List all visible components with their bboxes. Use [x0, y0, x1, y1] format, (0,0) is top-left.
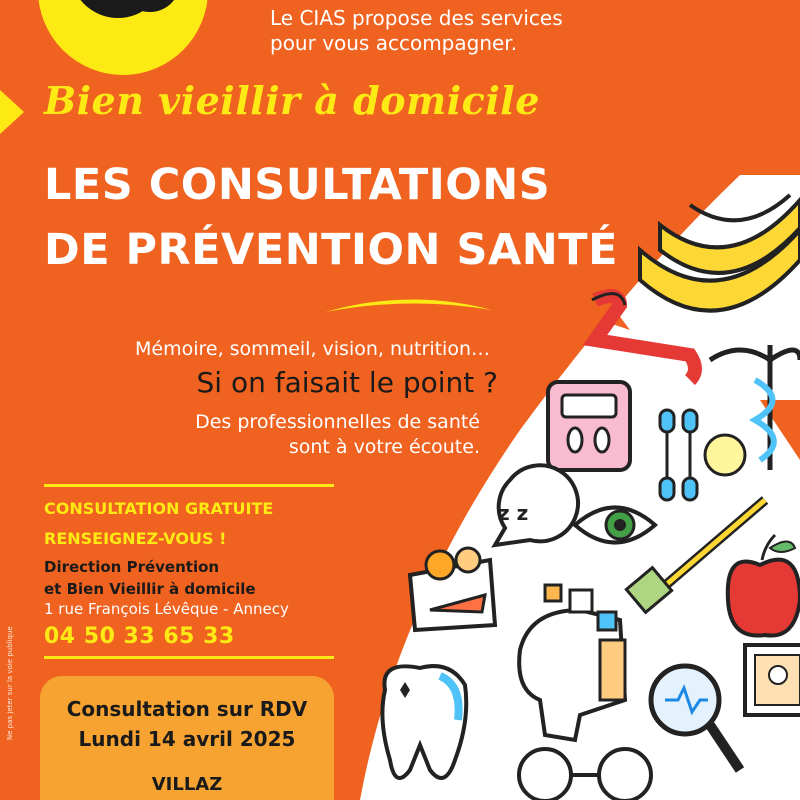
appointment-date: Lundi 14 avril 2025 — [78, 727, 296, 751]
direction-line-2: et Bien Vieillir à domicile — [44, 580, 256, 598]
professionals-line-2: sont à votre écoute. — [288, 436, 480, 458]
vegetable-basket-icon — [410, 548, 495, 630]
appointment-line-1: Consultation sur RDV — [66, 697, 308, 721]
professionals-line-1: Des professionnelles de santé — [195, 411, 480, 433]
appointment-box — [40, 676, 334, 800]
side-note: Ne pas jeter sur la voie publique — [6, 626, 14, 740]
direction-name — [44, 556, 256, 600]
question-text: Si on faisait le point ? — [196, 366, 498, 399]
free-consultation-text — [44, 494, 273, 554]
tooth-icon — [382, 666, 466, 778]
svg-text:z z: z z — [498, 501, 529, 525]
topics-text: Mémoire, sommeil, vision, nutrition… — [135, 338, 490, 360]
divider-bottom — [44, 656, 334, 659]
phone-number: 04 50 33 65 33 — [44, 624, 235, 649]
photo-frame-icon — [745, 645, 800, 715]
bathroom-scale-icon — [548, 382, 630, 470]
free-label: CONSULTATION GRATUITE — [44, 499, 274, 518]
cotton-pad-icon — [705, 435, 745, 475]
address-text: 1 rue François Lévêque - Annecy — [44, 600, 289, 618]
main-title-line-1: LES CONSULTATIONS — [44, 160, 551, 210]
intro-line-2: pour vous accompagner. — [270, 31, 518, 55]
info-label: RENSEIGNEZ-VOUS ! — [44, 529, 227, 548]
professionals-text — [120, 410, 480, 460]
divider-top — [44, 484, 334, 487]
intro-line-1: Le CIAS propose des services — [270, 6, 563, 30]
main-title-line-2: DE PRÉVENTION SANTÉ — [44, 225, 618, 275]
appointment-place: VILLAZ — [151, 774, 223, 795]
direction-line-1: Direction Prévention — [44, 558, 220, 576]
subtitle: Bien vieillir à domicile — [44, 78, 540, 123]
